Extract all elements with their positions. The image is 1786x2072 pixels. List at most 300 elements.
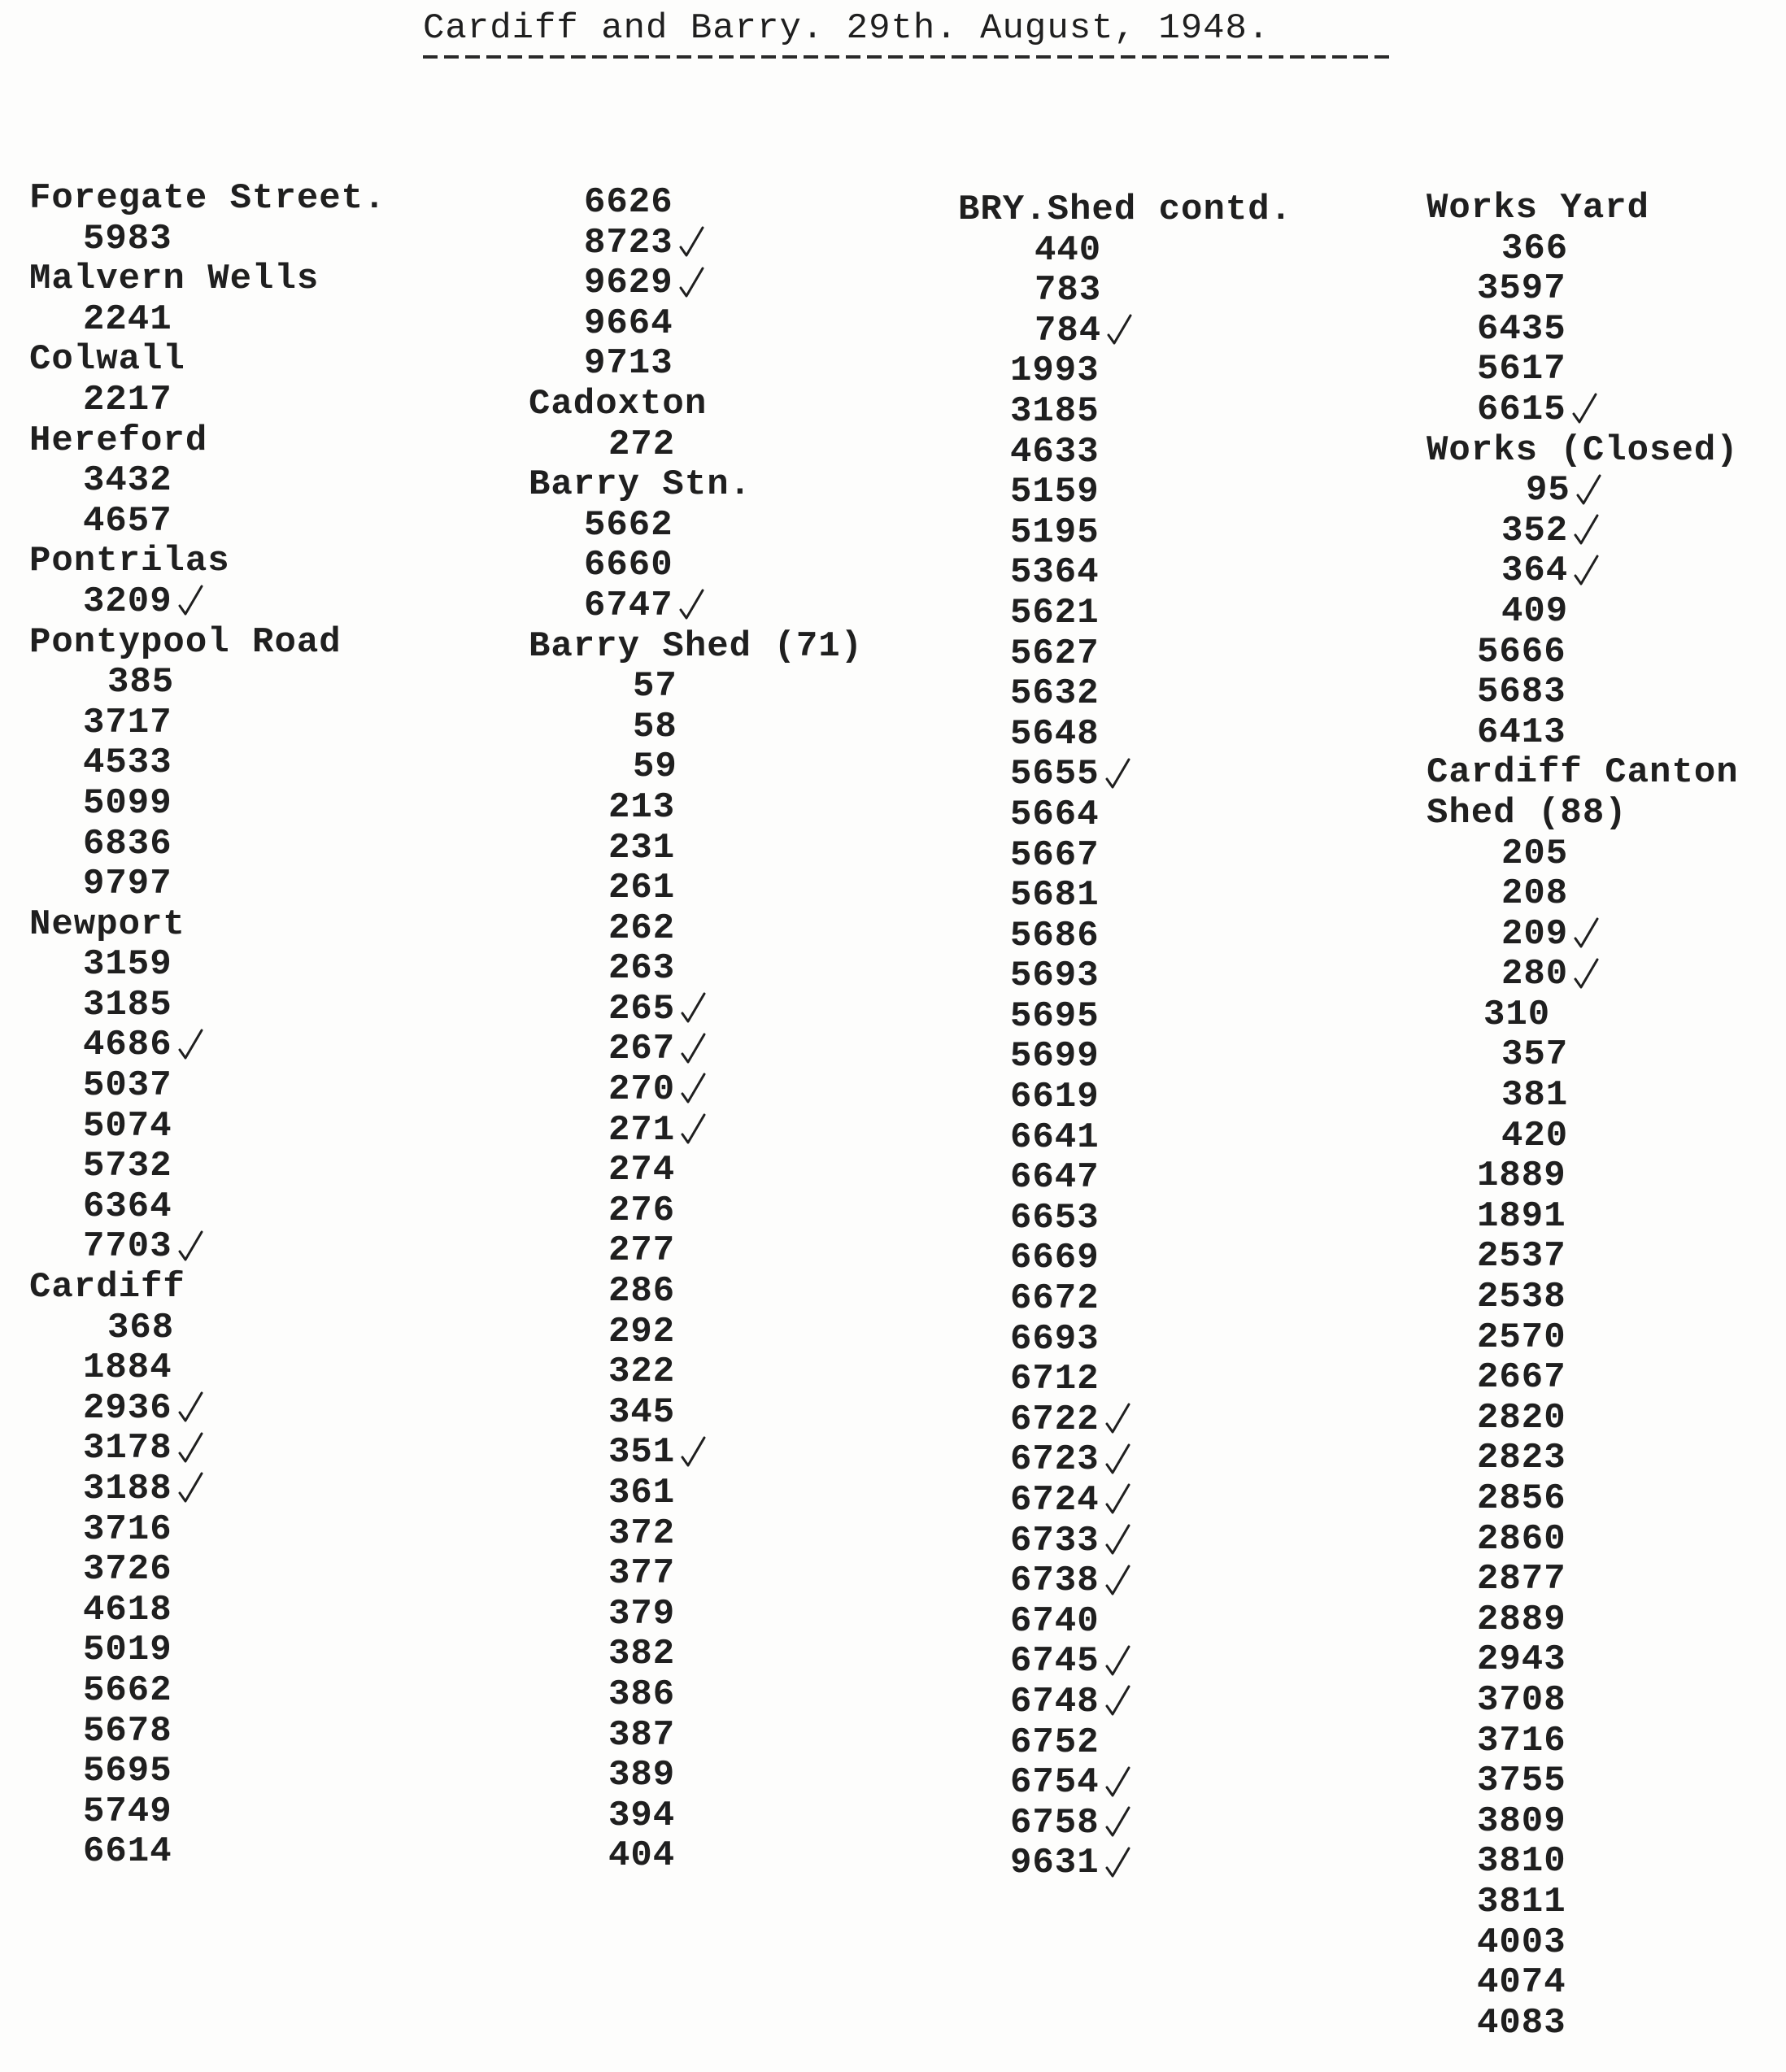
engine-number [1427,1560,1739,1600]
engine-number [529,1352,863,1393]
engine-number-text: 6435 [1477,308,1566,350]
engine-number-text: 5617 [1477,349,1566,390]
engine-number-text: 292 [608,1311,676,1352]
engine-number [529,1635,863,1675]
engine-number-text: 5662 [83,1669,172,1711]
engine-number-text: 377 [608,1553,676,1595]
engine-number-text: 3209 [83,581,172,622]
checkmark-icon [1104,1522,1132,1558]
engine-number [958,876,1292,916]
engine-number-text: 6669 [1010,1238,1100,1279]
engine-number [529,1756,863,1796]
engine-number-text: 4074 [1477,1962,1566,2004]
engine-number-text: 364 [1501,551,1569,592]
engine-number-text: 6647 [1010,1157,1100,1199]
engine-number-text: 3716 [83,1508,172,1550]
engine-number-text: 409 [1501,590,1569,632]
engine-number [958,1077,1292,1118]
engine-number-text: 276 [608,1190,676,1231]
engine-number-text: 2538 [1477,1277,1566,1318]
checkmark-icon [1104,756,1132,792]
engine-number-text: 6733 [1010,1520,1100,1561]
engine-number [29,1792,386,1833]
location-heading [1427,753,1739,794]
engine-number [29,1469,386,1510]
checkmark-icon [680,1071,708,1107]
engine-number [1427,1802,1739,1843]
engine-number-text: 208 [1501,873,1569,915]
location-heading-text: Malvern Wells [29,259,320,300]
engine-number-text: 6693 [1010,1318,1100,1360]
engine-number [958,997,1292,1038]
checkmark-icon [1104,1442,1132,1478]
engine-number [29,743,386,784]
checkmark-icon [177,1390,205,1426]
engine-number [29,1712,386,1752]
engine-number [1427,1399,1739,1439]
checkmark-icon [1573,956,1601,992]
engine-number-text: 6723 [1010,1439,1100,1481]
engine-number-text: 9664 [584,303,673,344]
engine-number-text: 3755 [1477,1761,1566,1802]
engine-number [1427,350,1739,390]
engine-number-text: 3708 [1477,1679,1566,1721]
engine-number-text: 59 [633,747,677,788]
engine-number-text: 5159 [1010,472,1100,513]
engine-number [529,425,863,466]
engine-number-text: 6754 [1010,1762,1100,1804]
location-heading-text: Cardiff Canton [1427,752,1739,794]
engine-number [29,502,386,542]
engine-number [29,1107,386,1147]
engine-number [1427,1761,1739,1802]
checkmark-icon [680,990,708,1026]
checkmark-icon [678,587,706,623]
engine-number-text: 7703 [83,1226,172,1268]
engine-number-text: 3810 [1477,1841,1566,1883]
engine-number [958,1682,1292,1723]
engine-number-text: 5749 [83,1791,172,1832]
engine-number [1427,1197,1739,1238]
engine-number [29,1389,386,1430]
engine-number-text: 322 [608,1352,676,1393]
engine-number-text: 263 [608,948,676,990]
engine-number [29,220,386,260]
engine-number [958,1602,1292,1643]
engine-number [958,715,1292,755]
engine-number [958,271,1292,311]
engine-number-text: 3188 [83,1469,172,1509]
engine-number [529,788,863,829]
engine-number [958,1400,1292,1441]
checkmark-icon [1575,472,1603,508]
engine-number [1427,592,1739,633]
engine-number-text: 277 [608,1230,676,1272]
engine-number [1427,551,1739,592]
engine-number-text: 267 [608,1029,676,1070]
engine-number-text: 280 [1501,954,1569,995]
column-1 [29,179,386,1873]
engine-number [958,1440,1292,1481]
engine-number [958,351,1292,392]
engine-number-text: 95 [1526,470,1570,511]
engine-number [1427,269,1739,310]
checkmark-icon [177,1229,205,1265]
engine-number [29,784,386,825]
engine-number-text: 420 [1501,1115,1569,1156]
engine-number [529,344,863,385]
engine-number [958,956,1292,997]
location-heading-text: Cadoxton [529,383,708,424]
engine-number [1427,229,1739,270]
engine-number [29,1550,386,1591]
checkmark-icon [680,1031,708,1067]
engine-number [29,461,386,502]
engine-number [529,1231,863,1272]
engine-number [958,1118,1292,1159]
engine-number-text: 6740 [1010,1600,1100,1642]
checkmark-icon [1104,1563,1132,1599]
location-heading [529,385,863,425]
engine-number [1427,1237,1739,1278]
location-heading [29,542,386,582]
engine-number-text: 5655 [1010,754,1100,795]
engine-number-text: 8723 [584,222,673,263]
engine-number [1427,713,1739,754]
engine-number [529,1595,863,1635]
engine-number [29,986,386,1026]
engine-number-text: 1891 [1477,1195,1566,1237]
engine-number-text: 2889 [1477,1599,1566,1640]
engine-number-text: 272 [608,424,676,465]
engine-number [529,1514,863,1555]
engine-number-text: 213 [608,786,676,828]
engine-number-text: 1889 [1477,1156,1566,1197]
engine-number-text: 394 [608,1795,676,1836]
engine-number-text: 274 [608,1150,676,1191]
engine-number-text: 5037 [83,1065,172,1107]
engine-number [1427,1681,1739,1722]
engine-number [29,1187,386,1228]
location-heading [1427,431,1739,472]
engine-number-text: 6748 [1010,1681,1100,1722]
engine-number [958,433,1292,473]
location-heading [29,340,386,381]
engine-number-text: 5632 [1010,673,1100,715]
engine-number [529,829,863,869]
checkmark-icon [680,1434,708,1470]
engine-number [29,1308,386,1349]
column-4 [1427,189,1739,2044]
engine-number [958,1763,1292,1804]
engine-number [29,1630,386,1671]
location-heading [529,465,863,506]
engine-number [529,224,863,264]
engine-number [29,1147,386,1187]
engine-number [529,1070,863,1111]
engine-number [29,945,386,986]
engine-number-text: 262 [608,908,676,949]
engine-number-text: 4003 [1477,1922,1566,1963]
engine-number [1427,1439,1739,1479]
checkmark-icon [177,1470,205,1506]
engine-number-text: 5681 [1010,875,1100,916]
engine-number-text: 5195 [1010,511,1100,553]
engine-number [529,1151,863,1191]
engine-number-text: 310 [1483,994,1551,1035]
engine-number-text: 366 [1501,228,1569,269]
engine-number-text: 361 [608,1473,676,1513]
engine-number-text: 2943 [1477,1639,1566,1681]
engine-number-text: 9631 [1010,1843,1100,1884]
engine-number [29,703,386,744]
engine-number-text: 6758 [1010,1802,1100,1843]
engine-number-text: 5666 [1477,631,1566,673]
checkmark-icon [1573,916,1601,951]
location-heading [29,623,386,664]
engine-number [529,586,863,627]
engine-number [529,304,863,345]
engine-number-text: 6413 [1477,712,1566,753]
engine-number [958,674,1292,715]
engine-number-text: 2667 [1477,1357,1566,1399]
engine-number [29,1227,386,1268]
engine-number-text: 2856 [1477,1478,1566,1519]
checkmark-icon [1104,1765,1132,1800]
location-heading-text: Cardiff [29,1267,185,1308]
engine-number [529,909,863,950]
engine-number-text: 5648 [1010,713,1100,755]
engine-number [529,1191,863,1232]
engine-number-text: 9629 [584,263,673,304]
location-heading-text: Works Yard [1427,188,1650,229]
engine-number [529,667,863,707]
engine-number [958,594,1292,634]
engine-number-text: 5695 [83,1751,172,1792]
engine-number-text: 4657 [83,500,172,542]
checkmark-icon [1104,1804,1132,1840]
engine-number [529,1312,863,1353]
engine-number [529,990,863,1030]
engine-number [1427,834,1739,875]
column-3 [958,190,1292,1884]
engine-number-text: 1884 [83,1347,172,1389]
engine-number-text: 381 [1501,1075,1569,1117]
location-heading [958,190,1292,231]
engine-number-text: 6672 [1010,1278,1100,1320]
engine-number-text: 5627 [1010,633,1100,674]
engine-number [958,1843,1292,1884]
engine-number-text: 440 [1035,229,1102,271]
engine-number [29,1429,386,1469]
engine-number-text: 4618 [83,1589,172,1630]
engine-number [958,1360,1292,1400]
engine-number [1427,310,1739,350]
engine-number [1427,874,1739,915]
location-heading-text: Hereford [29,420,208,461]
location-heading [29,1268,386,1308]
engine-number-text: 352 [1501,510,1569,551]
location-heading-text: Pontypool Road [29,621,342,663]
engine-number-text: 6660 [584,545,673,586]
location-heading-text: Foregate Street. [29,178,386,219]
engine-number-text: 2820 [1477,1397,1566,1439]
engine-number [1427,1923,1739,1964]
engine-number [529,1111,863,1151]
engine-number-text: 5699 [1010,1036,1100,1077]
checkmark-icon [1104,1683,1132,1719]
engine-number [958,513,1292,554]
engine-number-text: 4633 [1010,431,1100,472]
engine-number-text: 368 [107,1307,175,1348]
engine-number [958,311,1292,352]
engine-number-text: 6712 [1010,1359,1100,1400]
engine-number [529,1675,863,1716]
engine-number [958,1238,1292,1279]
location-heading [29,421,386,462]
engine-number-text: 261 [608,868,676,909]
engine-number [958,836,1292,877]
engine-number-text: 271 [608,1109,676,1151]
engine-number-text: 3726 [83,1549,172,1591]
engine-number-text: 6724 [1010,1480,1100,1521]
engine-number [529,1554,863,1595]
engine-number [529,506,863,546]
engine-number [29,381,386,421]
engine-number [529,747,863,788]
engine-number-text: 3178 [83,1428,172,1469]
engine-number [958,634,1292,675]
engine-number-text: 3717 [83,702,172,743]
engine-number-text: 5695 [1010,995,1100,1037]
engine-number [1427,673,1739,713]
engine-number-text: 6619 [1010,1077,1100,1118]
engine-number-text: 6641 [1010,1117,1100,1158]
engine-number [1427,1278,1739,1318]
engine-number [1427,511,1739,552]
engine-number [29,1591,386,1631]
engine-number [29,300,386,341]
engine-number-text: 5667 [1010,834,1100,876]
engine-number [529,1836,863,1877]
engine-number [958,755,1292,795]
engine-number [1427,390,1739,431]
location-heading-text: Pontrilas [29,541,230,582]
engine-number-text: 5621 [1010,592,1100,633]
engine-number [29,663,386,703]
location-heading [29,905,386,946]
engine-number-text: 783 [1035,270,1102,311]
engine-number-text: 784 [1035,310,1102,351]
checkmark-icon [1104,1845,1132,1881]
engine-number [1427,995,1739,1036]
engine-number [958,1561,1292,1602]
engine-number-text: 357 [1501,1034,1569,1076]
engine-number [29,825,386,865]
location-heading-text: Barry Stn. [529,464,752,506]
location-heading [1427,794,1739,834]
title-dashed-rule [423,55,1391,59]
engine-number-text: 2570 [1477,1317,1566,1358]
engine-number-text: 9797 [83,864,172,905]
engine-number-text: 286 [608,1271,676,1312]
engine-number [529,183,863,224]
engine-number [958,231,1292,272]
engine-number-text: 6653 [1010,1197,1100,1238]
location-heading-text: Newport [29,903,185,945]
engine-number [958,1723,1292,1764]
engine-number-text: 265 [608,988,676,1029]
engine-number [29,1066,386,1107]
engine-number-text: 382 [608,1634,676,1675]
engine-number-text: 379 [608,1593,676,1635]
engine-number [529,263,863,304]
engine-number-text: 3716 [1477,1720,1566,1761]
engine-number-text: 2860 [1477,1518,1566,1560]
engine-number-text: 58 [633,706,677,747]
engine-number [958,1804,1292,1844]
engine-number-text: 404 [608,1835,676,1877]
engine-number-text: 5664 [1010,794,1100,835]
engine-number-text: 4083 [1477,2002,1566,2044]
engine-number-text: 3185 [83,984,172,1025]
engine-number [958,472,1292,513]
engine-number-text: 57 [633,666,677,707]
engine-number [1427,2004,1739,2044]
engine-number-text: 2823 [1477,1438,1566,1479]
checkmark-icon [1573,512,1601,548]
engine-number-text: 6615 [1477,389,1566,430]
engine-number [29,1832,386,1873]
engine-number-text: 3811 [1477,1881,1566,1922]
engine-number [29,1510,386,1551]
engine-number-text: 231 [608,827,676,868]
checkmark-icon [1573,553,1601,589]
engine-number [958,1320,1292,1360]
engine-number [958,1279,1292,1320]
location-heading [529,627,863,668]
engine-number [1427,1842,1739,1883]
engine-number [529,1796,863,1837]
engine-number [529,546,863,586]
checkmark-icon [1106,312,1134,348]
engine-number-text: 5683 [1477,672,1566,713]
engine-number [529,1272,863,1312]
engine-number-text: 5074 [83,1105,172,1147]
engine-number [958,916,1292,957]
engine-number-text: 387 [608,1714,676,1756]
location-heading [1427,189,1739,229]
location-heading-text: Barry Shed (71) [529,625,864,667]
engine-number-text: 5099 [83,782,172,824]
engine-number [1427,955,1739,995]
engine-number-text: 6747 [584,585,673,626]
location-heading [29,179,386,220]
engine-number [1427,1722,1739,1762]
engine-number-text: 3597 [1477,268,1566,310]
checkmark-icon [1104,1643,1132,1679]
engine-number-text: 6836 [83,823,172,864]
engine-number-text: 2877 [1477,1559,1566,1600]
engine-number-text: 6614 [83,1831,172,1873]
engine-number-text: 3432 [83,460,172,502]
engine-number [958,1642,1292,1682]
engine-number [1427,1600,1739,1641]
engine-number [958,392,1292,433]
engine-number [1427,633,1739,673]
engine-number-text: 2217 [83,379,172,420]
engine-number-text: 5019 [83,1630,172,1671]
